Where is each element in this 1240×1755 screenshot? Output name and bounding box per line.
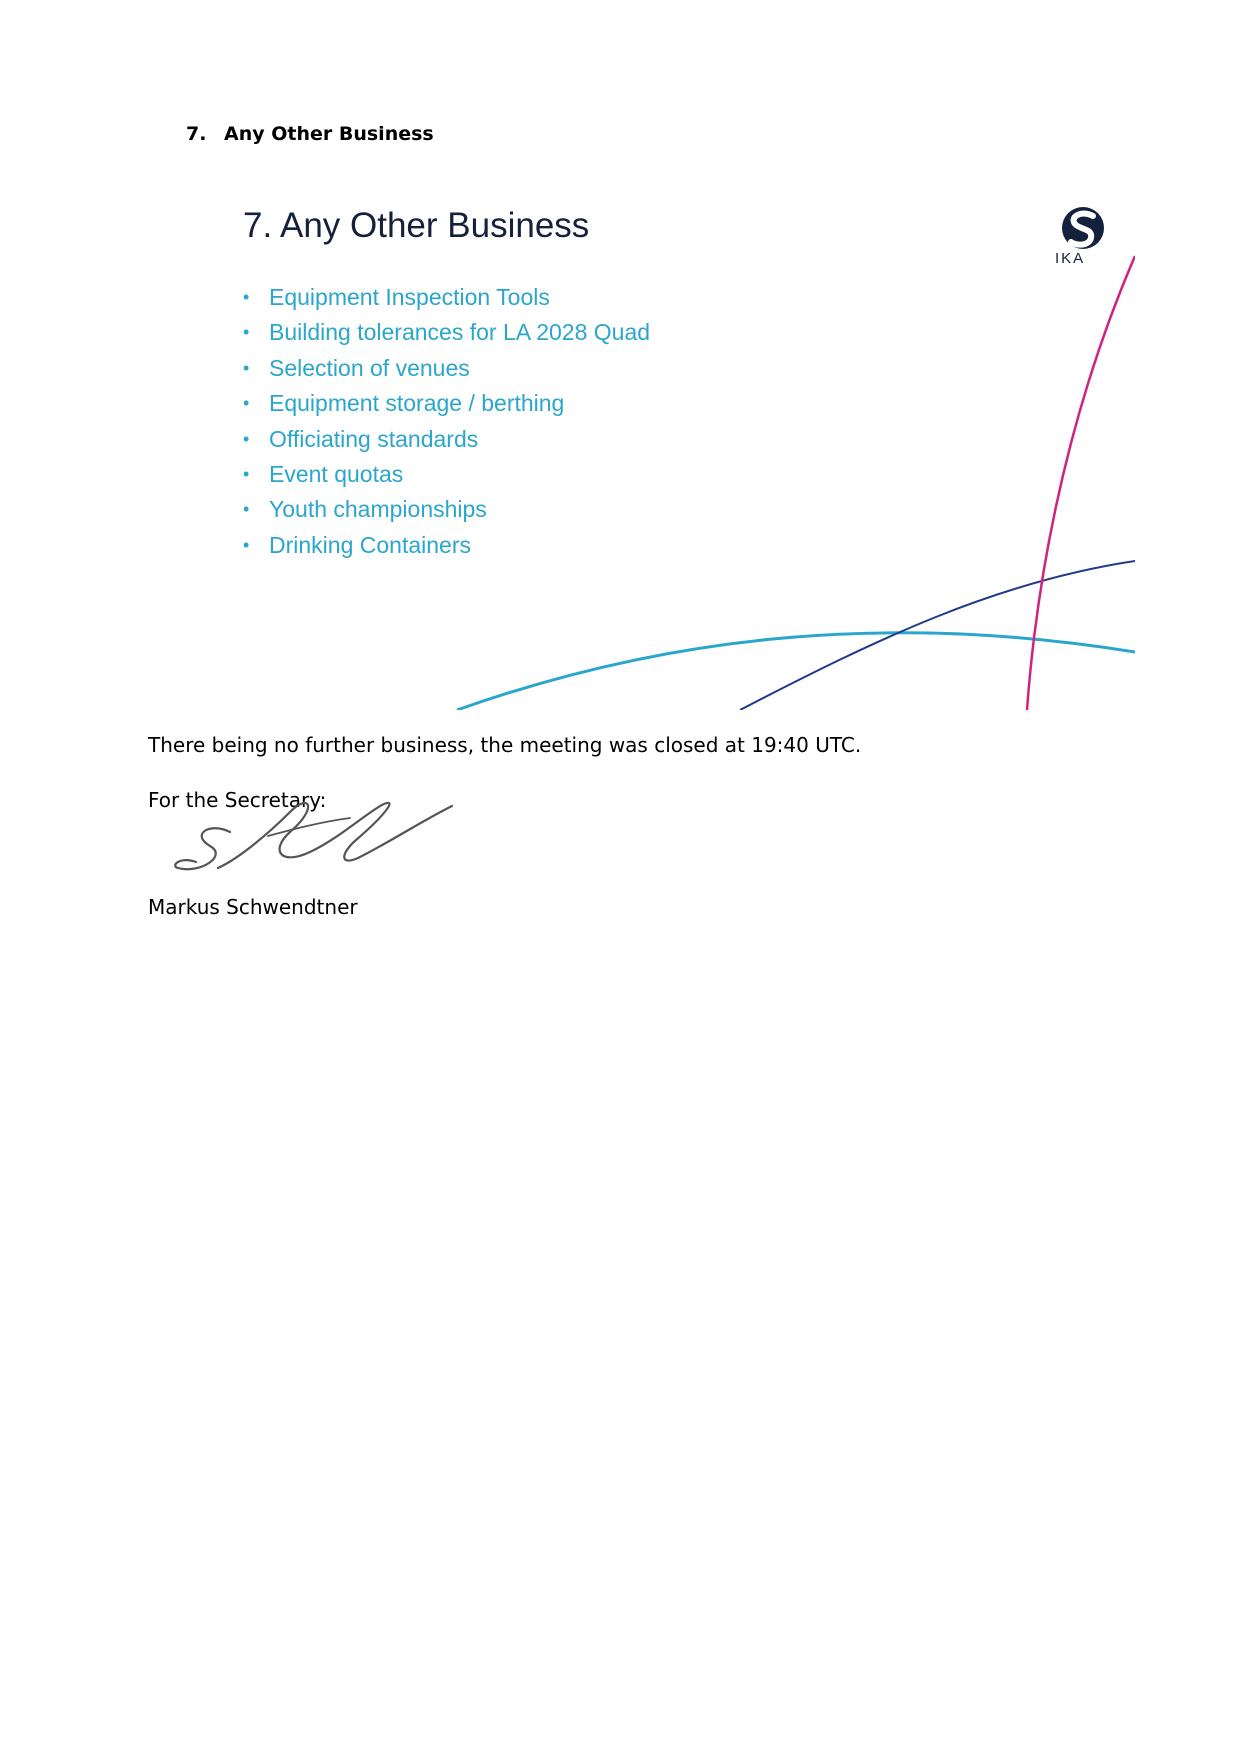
embedded-slide: [235, 180, 1135, 710]
slide-title: 7. Any Other Business: [243, 206, 590, 245]
bullet-icon: •: [243, 393, 250, 414]
signature-label: For the Secretary:: [148, 788, 327, 812]
list-item: • Building tolerances for LA 2028 Quad: [243, 315, 650, 350]
slide-bullet-list: [243, 280, 650, 563]
list-item: • Selection of venues: [243, 351, 650, 386]
bullet-icon: •: [243, 357, 250, 378]
section-title: Any Other Business: [224, 123, 434, 145]
curve-magenta: [1027, 256, 1135, 710]
ika-logo-icon: [1053, 206, 1113, 252]
list-item: • Drinking Containers: [243, 528, 650, 563]
list-item: • Equipment Inspection Tools: [243, 280, 650, 315]
list-item: • Youth championships: [243, 492, 650, 527]
bullet-icon: •: [243, 463, 250, 484]
bullet-icon: •: [243, 428, 250, 449]
bullet-icon: •: [243, 534, 250, 555]
signatory-name: Markus Schwendtner: [148, 895, 358, 919]
ika-logo: [1053, 206, 1113, 266]
section-heading: [186, 123, 434, 145]
bullet-icon: •: [243, 322, 250, 343]
handwritten-signature: [170, 782, 470, 892]
list-item: • Event quotas: [243, 457, 650, 492]
section-number: 7.: [186, 123, 207, 145]
list-item: • Equipment storage / berthing: [243, 386, 650, 421]
list-item: • Officiating standards: [243, 422, 650, 457]
bullet-icon: •: [243, 499, 250, 520]
closing-statement: There being no further business, the meeting was closed at 19:40 UTC.: [148, 733, 862, 757]
logo-wordmark: IKA: [1055, 250, 1086, 267]
bullet-icon: •: [243, 287, 250, 307]
